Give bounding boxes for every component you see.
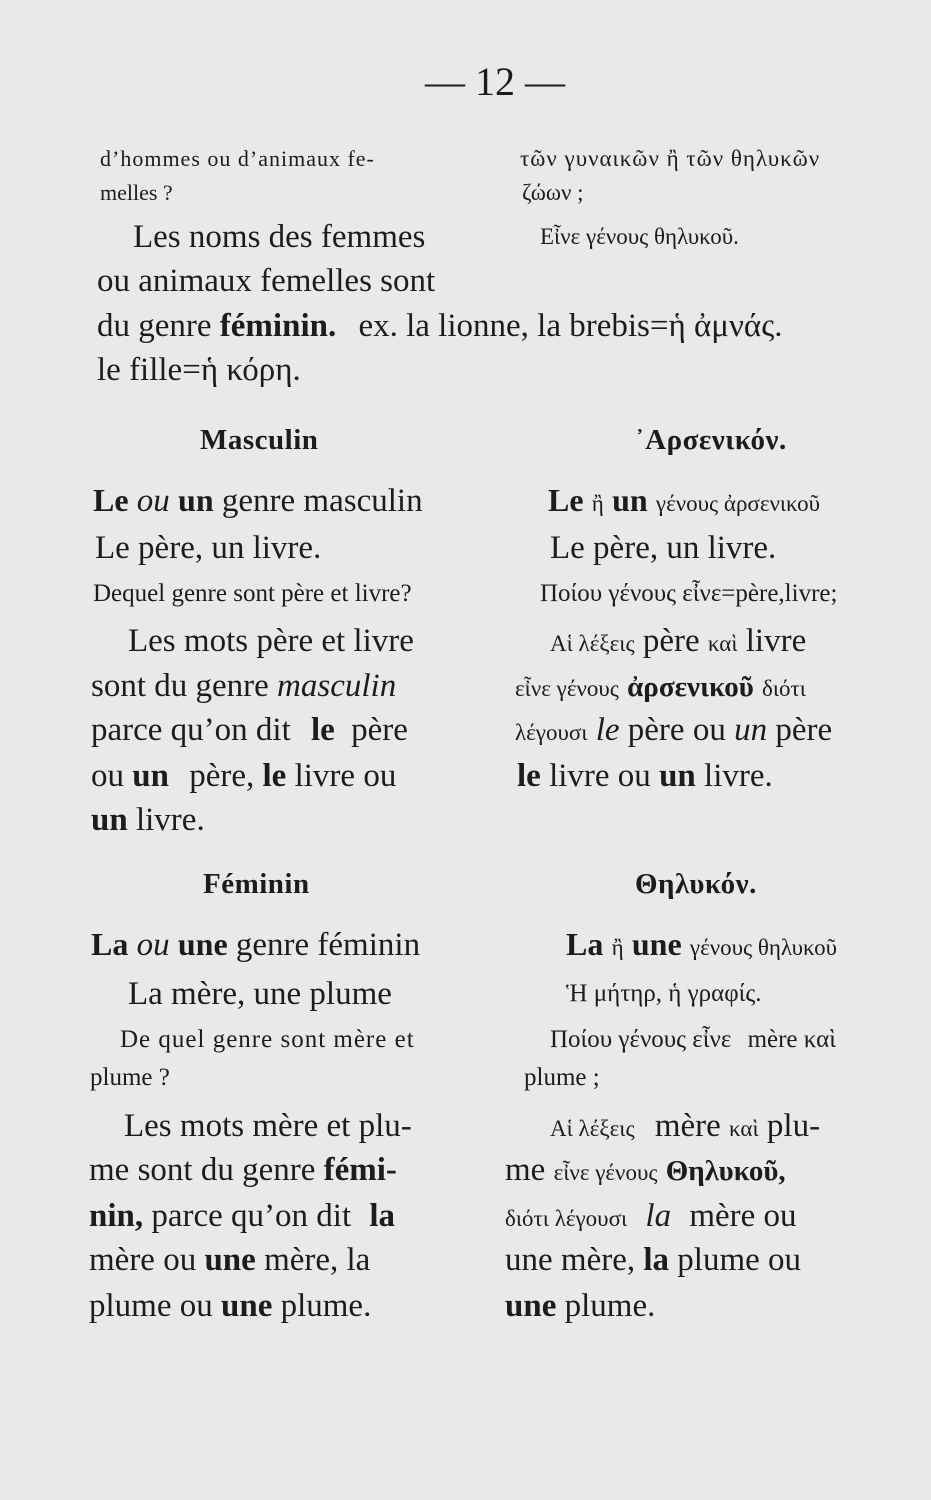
heading-masculin: Masculin [200,424,319,456]
heading-thilykon: Θηλυκόν. [635,868,757,900]
masc-right-line-7: le livre ou un livre. [517,758,773,794]
fem-right-line-7: διότι λέγουσι la mère ou [505,1198,797,1234]
fem-left-line-9: plume ou une plume. [89,1288,372,1324]
page-number: — 12 — [425,59,565,104]
intro-fr-line-2: melles ? [100,180,173,205]
fem-right-line-5: Αἱ λέξεις mère καὶ plu- [550,1108,821,1144]
masc-right-line-3: Ποίου γένους εἶνε=père,livre; [540,580,838,607]
intro-answer-gr: Εἶνε γένους θηλυκοῦ. [540,224,739,249]
fem-right-line-4: plume ; [524,1064,600,1091]
intro-answer-fr-3: du genre féminin. ex. la lionne, la brebis=ἡ ἀμνάς. [97,308,783,344]
heading-feminin: Féminin [203,868,310,900]
intro-answer-fr-1: Les noms des femmes [133,219,426,255]
fem-right-line-6: me εἶνε γένους Θηλυκοῦ, [505,1152,786,1188]
masc-left-line-4: Les mots père et livre [128,623,414,659]
fem-left-line-3: De quel genre sont mère et [120,1026,415,1053]
masc-left-line-8: un livre. [91,802,205,838]
fem-left-line-8: mère ou une mère, la [89,1242,371,1278]
fem-left-line-4: plume ? [90,1064,170,1091]
masc-left-line-1: Le ou un genre masculin [93,482,423,519]
masc-right-line-6: λέγουσι le père ou un père [515,712,833,748]
intro-answer-fr-2: ou animaux femelles sont [97,263,436,299]
masc-right-line-1: Le ἢ un γένους ἀρσενικοῦ [548,482,821,518]
fem-right-line-2: Ἡ μήτηρ, ἡ γραφίς. [566,980,762,1007]
fem-left-line-5: Les mots mère et plu- [124,1108,412,1144]
masc-left-line-2: Le père, un livre. [95,530,322,566]
masc-right-line-2: Le père, un livre. [550,530,777,566]
masc-left-line-5: sont du genre masculin [91,668,397,704]
intro-gr-line-2: ζώων ; [522,180,584,205]
fem-left-line-1: La ou une genre féminin [91,926,421,963]
intro-fr-line-1: d’hommes ou d’animaux fe- [100,146,375,171]
intro-gr-line-1: τῶν γυναικῶν ἢ τῶν θηλυκῶν [520,146,821,171]
fem-left-line-2: La mère, une plume [128,976,392,1012]
masc-left-line-7: ou un père, le livre ou [91,758,397,794]
masc-left-line-3: Dequel genre sont père et livre? [93,580,412,607]
fem-left-line-7: nin, parce qu’on dit la [89,1198,396,1234]
fem-left-line-6: me sont du genre fémi- [89,1152,397,1188]
fem-right-line-3: Ποίου γένους εἶνε mère καὶ [550,1026,836,1053]
masc-right-line-5: εἶνε γένους ἀρσενικοῦ διότι [515,671,806,703]
fem-right-line-1: La ἢ une γένους θηλυκοῦ [566,926,838,962]
intro-answer-fr-4: le fille=ἡ κόρη. [97,352,301,388]
heading-arsenikon: ᾿Αρσενικόν. [635,424,787,456]
fem-right-line-9: une plume. [505,1288,656,1324]
masc-right-line-4: Αἱ λέξεις père καὶ livre [550,623,807,659]
masc-left-line-6: parce qu’on dit le père [91,712,408,748]
fem-right-line-8: une mère, la plume ou [505,1242,802,1278]
